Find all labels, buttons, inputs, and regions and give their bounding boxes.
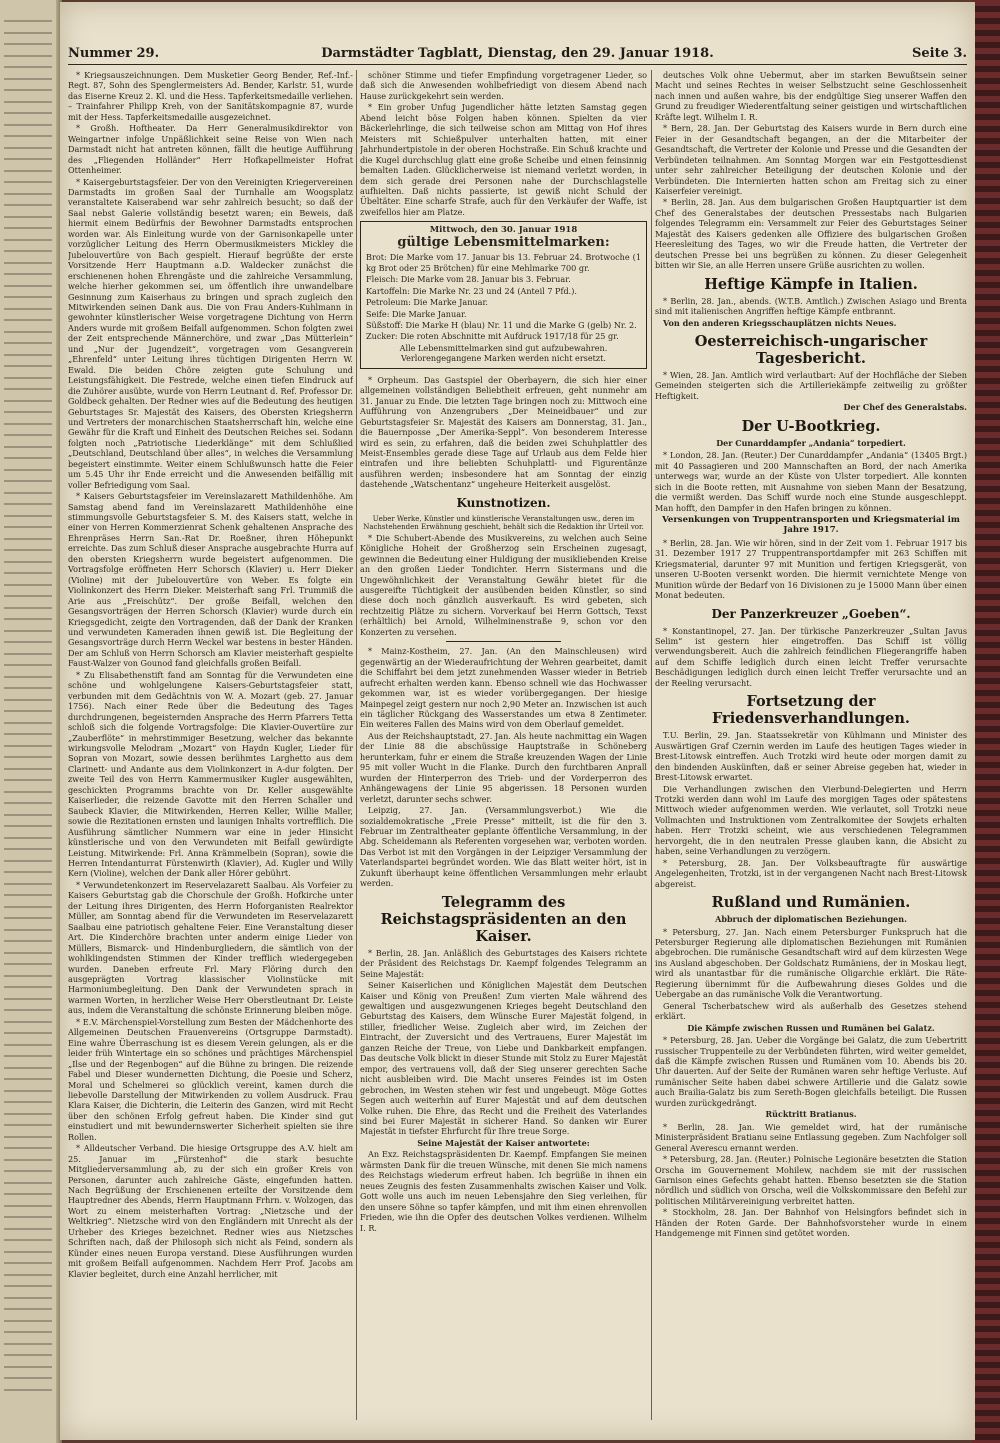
ghost-text-line (4, 66, 52, 68)
ghost-text-line (4, 124, 52, 126)
ghost-text-line (4, 400, 52, 402)
ghost-text-line (4, 526, 52, 528)
ghost-text-line (4, 1274, 52, 1276)
ghost-text-line (4, 653, 52, 655)
ghost-text-line (4, 1009, 52, 1011)
article-paragraph: * Kaisergeburtstagsfeier. Der von den Vereinigten Kriegervereinen Darmstadts im großen Saal der Turnhalle am Woogsplatz veranstaltete Kaiserabend war sehr zahlreich besucht; so daß der Saal nebst Galerie vollständig besetzt waren; ein Beweis, daß hiermit einem Bedürfnis der Bewohner Darmstadts entsprochen worden war. Als Einleitung wurde von der Garnisonkapelle unter vorzüglicher Leitung des Herrn Obermusikmeisters Mickley die Jubelouvertüre von Bach gespielt. Hierauf begrüßte der erste Vorsitzende Herr Hauptmann a.D. Waldecker zunächst die erschienenen hohen Ehrengäste und die zahlreiche Versammlung, welche hierher gekommen sei, um öffentlich ihre unwandelbare Gesinnung zum Kaiserhaus zu bringen und sprach zugleich den Mitwirkenden seinen Dank aus. Die von Frau Anders-Kuhlmann in gewohnter künstlerischer Weise vorgetragene Dichtung von Herrn Anders wurde mit großem Beifall aufgenommen. Schon folgten zwei der Zeit entsprechende Männerchöre, und zwar „Das Mütterlein“ und „Nur der Jugendzeit“, vorgetragen vom Gesangverein „Ehrenfeld“ unter Leitung ihres tüchtigen Dirigenten Herrn W. Ewald. Die beiden Chöre zeigten gute Schulung und Leistungsfähigkeit. Die Festrede, welche einen tiefen Eindruck auf die Zuhörer ausübte, wurde von Herrn Leutnant d. Ref. Professor Dr. Goldbeck gehalten. Der Redner wies auf die Bedeutung des heutigen Geburtstages Sr. Majestät des Kaisers, des Obersten Kriegsherrn und Vertreters der monarchischen Staatsherrschaft hin, welche eine Gewähr für die Kraft und Einheit des Deutschen Reiches sei. Sodann folgten noch „Patriotische Liederklänge“ mit dem Schlußlied „Deutschland, Deutschland über alles“, in welches die Versammlung begeistert einstimmte. Weiter einem Schlußwunsch hatte die Feier um 5.45 Uhr ihr Ende erreicht und die Anwesenden beifällig mit voller Befriedigung vom Saal. (68, 176, 353, 490)
ghost-text-line (4, 296, 52, 298)
ghost-text-line (4, 342, 52, 344)
ration-coupons-box (360, 221, 647, 368)
article-paragraph: * Berlin, 28. Jan. Anläßlich des Geburtstages des Kaisers richtete der Präsident des Reichstags Dr. Kaempf folgendes Telegramm an Seine Majestät: (360, 947, 647, 979)
ghost-text-line (4, 768, 52, 770)
article-paragraph: Die Verhandlungen zwischen den Vierbund-Delegierten und Herrn Trotzki werden dann wohl im Laufe des morgigen Tages oder spätestens Mittwoch wieder aufgenommen werden. Wie verlautet, soll Trotzki neue Vollmachten und Instruktionen vom Zentralkomitee der Sowjets erhalten haben. Herr Trotzki scheint, wie aus verschiedenen Telegrammen hervorgeht, die in den neutralen Presse glauben kann, die Absicht zu haben, seine Verhandlungen zu verzögern. (655, 783, 967, 857)
ghost-text-line (4, 722, 52, 724)
ghost-text-line (4, 1124, 52, 1126)
ghost-text-line (4, 1101, 52, 1103)
article-paragraph: * Berlin, 28. Jan. Wie wir hören, sind in der Zeit vom 1. Februar 1917 bis 31. Dezember 1917 27 Truppentransportdampfer mit 263 Schiffen mit Kriegsmaterial, darunter 97 mit Munition und fertigen Kriegsgerät, von unseren U-Booten versenkt worden. Die hiermit vernichtete Menge von Munition würde der Bedarf von 16 Divisionen zu je 15000 Mann über einen Monat bedeuten. (655, 537, 967, 601)
ghost-text-line (4, 285, 52, 287)
article-paragraph: * Berlin, 28. Jan. Aus dem bulgarischen Großen Hauptquartier ist dem Chef des Generalstabes der deutschen Pressestabs nach Bulgarien folgendes Telegramm ein: Versammelt zur Feier des Geburtstages Seiner Majestät des Kaisers gedenken alle Offiziere des bulgarischen Großen Heeresleitung des Tages, wo wir die Freude hatten, die Vertreter der deutschen Presse bei uns begrüßen zu können. Zu dieser Gelegenheit bitten wir Sie, an alle Herren unsere Grüße ausrichten zu wollen. (655, 197, 967, 271)
ghost-text-line (4, 883, 52, 885)
box-line: Kartoffeln: Die Marke Nr. 23 und 24 (Anteil 7 Pfd.). (366, 285, 577, 296)
ghost-text-line (4, 411, 52, 413)
ghost-text-line (4, 55, 52, 57)
ghost-text-line (4, 940, 52, 942)
ghost-text-line (4, 814, 52, 816)
ghost-text-line (4, 1239, 52, 1241)
ghost-text-line (4, 457, 52, 459)
article-paragraph: Von den anderen Kriegsschauplätzen nichts Neues. (663, 317, 897, 328)
ghost-text-line (4, 963, 52, 965)
ghost-text-line (4, 837, 52, 839)
ghost-text-line (4, 170, 52, 172)
ghost-text-line (4, 756, 52, 758)
ghost-text-line (4, 1308, 52, 1310)
article-paragraph: * Petersburg, 28. Jan. Ueber die Vorgänge bei Galatz, die zum Uebertritt russischer Truppenteile zu der Verbündeten führten, wird weiter gemeldet, daß die Kämpfe zwischen Russen und Rumänen vom 10. Abends bis 20. Uhr dauerten. Auf der Seite der Rumänen waren sehr heftige Verluste. Auf rumänischer Seite haben dabei schwere Artillerie und die Galatz sowie auch Brailia-Galatz bis zum Sereth-Bogen gleichfalls beteiligt. Die Russen wurden zurückgedrängt. (655, 1035, 967, 1108)
ghost-text-line (4, 952, 52, 954)
ghost-text-line (4, 607, 52, 609)
ghost-text-line (4, 929, 52, 931)
ghost-text-line (4, 1251, 52, 1253)
ghost-text-line (4, 434, 52, 436)
ghost-text-line (4, 584, 52, 586)
ghost-text-line (4, 1182, 52, 1184)
ghost-text-line (4, 1067, 52, 1069)
ghost-text-line (4, 193, 52, 195)
ghost-text-line (4, 354, 52, 356)
ghost-text-line (4, 1285, 52, 1287)
ghost-text-line (4, 1389, 52, 1391)
ghost-text-line (4, 250, 52, 252)
ghost-text-line (4, 687, 52, 689)
ghost-text-line (4, 1320, 52, 1322)
box-line: Fleisch: Die Marke vom 28. Januar bis 3. Februar. (366, 274, 571, 285)
ghost-text-line (4, 572, 52, 574)
article-paragraph: * Petersburg, 28. Jan. (Reuter.) Polnische Legionäre besetzten die Station Orscha im Gouvernement Mohilew, nachdem sie mit der russischen Garnison eines Gefechts gehabt hatten. Ebenso besetzten sie die Station nördlich und südlich von Orscha, weil die Volkskommissare den Befehl zur politischen Militärvereinigung verbreitet hatten. (655, 1154, 967, 1206)
ghost-text-line (4, 1262, 52, 1264)
ghost-text-line (4, 262, 52, 264)
article-paragraph: * E.V. Märchenspiel-Vorstellung zum Besten der Mädchenhorte des Allgemeinen Deutschen Frauenvereins (Ortsgruppe Darmstadt). Eine wahre Überraschung ist es diesem Verein gelungen, als er die leider früh Wintertage ein so schönes und prächtiges Märchenspiel „Ilse und der Regenbogen“ auf die Bühne zu bringen. Die reizende Fabel und Dieser wundernetten Dichtung, die Poesie und Scherz, Moral und Schelmerei so glücklich vereint, kamen durch die liebevolle Darstellung der Mitwirkenden zu vollem Ausdruck. Frau Klara Kaiser, die Dichterin, die Leiterin des Ganzen, wird mit Recht über den schönen Erfolg gefreut haben. Die Kinder sind gut einstudiert und mit bewundernswerter Sicherheit spielten sie ihre Rollen. (68, 1016, 353, 1142)
ghost-text-line (4, 78, 52, 80)
ghost-text-line (4, 423, 52, 425)
ghost-text-line (4, 147, 52, 149)
article-paragraph: * Orpheum. Das Gastspiel der Oberbayern, die sich hier einer allgemeinen vollständigen Beliebtheit erfreuen, geht nunmehr am 31. Januar zu Ende. Die letzten Tage bringen noch zu: Mittwoch eine Aufführung von Anzengrubers „Der Meineidbauer“ und zur Geburtstagsfeier Sr. Majestät des Kaisers am Donnerstag, 31. Jan., die Bauernposse „Der Amerika-Seppl“. Von besonderem Interesse wird es sein, zu erfahren, daß die beiden zwei Schuhplattler des Meist-Ensembles gerade diese Tage auf Urlaub aus dem Felde hier eintrafen und ihre beliebten Schuhplattl- und Figurentänze ausführen werden; insbesondere hat am Sonntag der einzig dastehende „Watschentanz“ ungeheure Heiterkeit ausgelöst. (360, 374, 647, 490)
section-heading-rumaenien: Rußland und Rumänien. (711, 894, 911, 912)
ghost-text-line (4, 860, 52, 862)
article-paragraph: * Stockholm, 28. Jan. Der Bahnhof von Helsingfors befindet sich in Händen der Roten Garde. Der Bahnhofsvorsteher wurde in einem Handgemenge mit Finnen sind getötet worden. (655, 1207, 967, 1239)
ghost-text-line (4, 791, 52, 793)
article-signature: Der Chef des Generalstabs. (843, 402, 967, 413)
column-1 (68, 70, 353, 1420)
ghost-text-line (4, 101, 52, 103)
ghost-text-line (4, 779, 52, 781)
newspaper-title-date: Darmstädter Tagblatt, Dienstag, den 29. Januar 1918. (321, 46, 714, 61)
page-number: Seite 3. (912, 46, 967, 61)
editorial-note: Ueber Werke, Künstler und künstlerische Veranstaltungen usw., deren im Nachstehenden Erwähnung geschieht, behält sich die Redaktion ihr Urteil vor. (363, 514, 644, 532)
ghost-text-line (4, 515, 52, 517)
ghost-text-line (4, 1090, 52, 1092)
section-heading-frieden: Fortsetzung der Friedensverhandlungen. (712, 693, 910, 728)
article-subhead: Seine Majestät der Kaiser antwortete: (417, 1137, 590, 1148)
ghost-text-line (4, 331, 52, 333)
ghost-text-line (4, 538, 52, 540)
ghost-text-line (4, 1032, 52, 1034)
box-line: Süßstoff: Die Marke H (blau) Nr. 11 und die Marke G (gelb) Nr. 2. (366, 319, 637, 330)
article-subheading: Die Kämpfe zwischen Russen und Rumänen bei Galatz. (687, 1022, 935, 1033)
box-title: gültige Lebensmittelmarken: (397, 234, 610, 250)
ghost-text-line (4, 618, 52, 620)
ghost-text-line (4, 1216, 52, 1218)
ghost-text-line (4, 89, 52, 91)
ghost-text-line (4, 595, 52, 597)
ghost-text-line (4, 1354, 52, 1356)
book-binding (972, 0, 1000, 1443)
article-paragraph: * Großh. Hoftheater. Da Herr Generalmusikdirektor von Weingartner infolge Unpäßlichkeit seine Reise von Wien nach Darmstadt nicht hat antreten können, fällt die heutige Aufführung des „Fliegenden Holländer“ Herr Hofkapellmeister Hofrat Ottenheimer. (68, 123, 353, 176)
ghost-text-line (4, 1021, 52, 1023)
ghost-text-line (4, 1136, 52, 1138)
ghost-text-line (4, 733, 52, 735)
article-paragraph: * Wien, 28. Jan. Amtlich wird verlautbart: Auf der Hochfläche der Sieben Gemeinden steigerten sich die Artilleriekämpfe zeitweilig zu größter Heftigkeit. (655, 369, 967, 401)
article-paragraph: * Verwundetenkonzert im Reservelazarett Saalbau. Als Vorfeier zu Kaisers Geburtstag gab die Chorschule der Großh. Hofkirche unter der Leitung ihres Dirigenten, des Herrn Hoforganisten Realrektor Müller, am Sonntag abend für die Verwundeten im Reservelazarett Saalbau eine patriotisch gehaltene Feier. Eine Veranstaltung dieser Art. Die Kinderchöre brachten unter anderm einige Lieder von Müllers, Bismarck- und Hindenburgliedern, die sämtlich von der wohlklingendsten Stimmen der Kinder trefflich wiedergegeben wurden. Daneben erfreute Frl. Mary Flöring durch den ausgeprägten Vortrag klassischer Violinstücke mit Harmoniumbegleitung. Den Dank der Verwundeten sprach in warmen Worten, in herzlicher Weise Herr Oberstleutnant Dr. Leiste aus, indem die Veranstaltung die schönste Erinnerung bleiben möge. (68, 879, 353, 1016)
ghost-text-line (4, 871, 52, 873)
ghost-text-line (4, 848, 52, 850)
ghost-text-line (4, 1078, 52, 1080)
article-subheading: Der Cunarddampfer „Andania“ torpediert. (716, 437, 906, 448)
ghost-text-line (4, 1044, 52, 1046)
box-footnote: Alle Lebensmittelmarken sind gut aufzubewahren. Verlorengegangene Marken werden nicht ersetzt. (399, 342, 608, 364)
article-paragraph: * Zu Elisabethenstift fand am Sonntag für die Verwundeten eine schöne und wohlgelungene Kaisers-Geburtstagsfeier statt, verbunden mit dem Gedächtnis von W. A. Mozart (geb. 27. Januar 1756). Nach einer Rede über die Bedeutung des Tages durchdrungenen, begeisternden Ansprache des Herrn Pfarrers Tetta schloß sich die folgende Vortragsfolge: Die Klavier-Ouvertüre zur „Zauberflöte“ in mehrstimmiger Besetzung, welcher das bekannte wirkungsvolle Melodram „Mozart“ von Haydn Kugler, Lieder für Sopran von Mozart, sowie dessen berühmtes Larghetto aus dem Clarinett- und Andante aus dem Violinkonzert in A-dur folgten. Der zweite Teil des von Herrn Kammermusiker Kugler ausgewählten, geschickten Programms brachte von Dr. Keller ausgewählte Kaiserlieder, die reizende Gavotte mit den Herren Schaller und Saubeck Klavier, die Mitwirkenden, Herren Keller, Willie Maller, sowie die Rezitationen ernsten und launigen Inhalts vortrefflich. Die Ausführung sämtlicher Nummern war eine in jeder Hinsicht künstlerische und von den Verwundeten mit Beifall gewürdigte Leistung. Mitwirkende: Frl. Anna Krämmelbein (Sopran), sowie die Herren Intendanturrat Fürstenwirth (Klavier), Ad. Kugler und Willy Kern (Violine), welchen der Dank aller Hörer gebührt. (68, 669, 353, 879)
ghost-text-line (4, 975, 52, 977)
article-paragraph: * Kriegsauszeichnungen. Dem Musketier Georg Bender, Ref.-Inf.-Regt. 87, Sohn des Spenglermeisters Ad. Bender, Karlstr. 51, wurde das Eiserne Kreuz 2. Kl. und die Hess. Tapferkeitsmedaille verliehen. – Trainfahrer Philipp Kreh, von der Sanitätskompagnie 87, wurde mit der Hess. Tapferkeitsmedaille ausgezeichnet. (68, 70, 353, 122)
ghost-text-line (4, 745, 52, 747)
article-subheading: Abbruch der diplomatischen Beziehungen. (715, 914, 907, 925)
box-line: Petroleum: Die Marke Januar. (366, 297, 488, 308)
divider (446, 641, 561, 642)
ghost-text-line (4, 906, 52, 908)
article-paragraph: T.U. Berlin, 29. Jan. Staatssekretär von Kühlmann und Minister des Auswärtigen Graf Czernin werden im Laufe des heutigen Tages wieder in Brest-Litowsk eintreffen. Auch Trotzki wird heute oder morgen damit zu den bindenden Auskünften, daß er seiner Abreise gegeben hat, wieder in Brest-Litowsk erwartet. (655, 730, 967, 783)
article-paragraph: * Konstantinopel, 27. Jan. Der türkische Panzerkreuzer „Sultan Javus Selim“ ist gestern hier eingetroffen. Das Schiff ist völlig verwendungsbereit. Auch die zahlreich feindlichen Fliegerangriffe haben auf dem Schiffe lediglich durch einen leicht Treffer verursachte Beschädigungen lediglich durch einen leicht Treffer verursachte und an der Reeling verursacht. (655, 625, 967, 688)
box-line: Seife: Die Marke Januar. (366, 308, 467, 319)
ghost-text-line (4, 1331, 52, 1333)
article-paragraph: * Kaisers Geburtstagsfeier im Vereinslazarett Mathildenhöhe. Am Samstag abend fand im Vereinslazarett Mathildenhöhe eine stimmungsvolle Geburtstagsfeier S. M. des Kaisers statt, welche in einer von Herren Kommerzienrat Schenk gehaltenen Ansprache des Ehrenpräses Herrn San.-Rat Dr. Roeßner, ihren Höhepunkt erreichte. Das zum Schluß dieser Ansprache ausgebrachte Hurra auf den obersten Kriegsherrn wurde begeistert aufgenommen. Die Vortragsfolge eröffneten Herr Schorsch (Klavier) u. Herr Dieker (Violine) mit der Jubelouvertüre von Weber. Es folgte ein Violinkonzert des Herrn Dieker. Meisterhaft sang Frl. Trummiß die Arie aus „Freischütz“. Der große Beifall, welchen den Gesangsvorträgen der Herren Schorsch (Klavier) wurde durch ein Kriegsgedicht, zeigte den Vortragenden, daß der Dank der Kranken und verwundeten Kameraden ihnen gewiß ist. Die Begleitung der Gesangsvorträge durch Herrn Weckel war bestens in bester Händen. Der am Schluß von Herrn Schorsch am Klavier meisterhaft gespielte Faust-Walzer von Gounod fand gleichfalls großen Beifall. (68, 491, 353, 669)
ghost-text-line (4, 1343, 52, 1345)
article-paragraph: * Mainz-Kostheim, 27. Jan. (An den Mainschleusen) wird gegenwärtig an der Wiederaufrichtung der Wehren gearbeitet, damit die Schiffahrt bei dem jetzt zunehmenden Wasser wieder in Betrieb aufrecht erhalten werden kann. Ebenso schnell wie das Hochwasser gekommen war, ist es wieder vorübergegangen. Der hiesige Mainpegel zeigt gestern nur noch 2,90 Meter an. Inzwischen ist auch ein täglicher Rückgang des Wasserstandes um etwa 8 Zentimeter. Ein weiteres Fallen des Mains wird von dem Oberlauf gemeldet. (360, 646, 647, 730)
page-number-label: Nummer 29. (68, 46, 160, 61)
ghost-text-line (4, 1159, 52, 1161)
ghost-text-line (4, 20, 52, 22)
article-paragraph: * Berlin, 28. Jan., abends. (W.T.B. Amtlich.) Zwischen Asiago und Brenta sind mit italienischen Angriffen heftige Kämpfe entbrannt. (655, 295, 967, 317)
ghost-text-line (4, 549, 52, 551)
article-paragraph: Leipzig, 27. Jan. (Versammlungsverbot.) Wie die sozialdemokratische „Freie Presse“ mitteilt, ist die für den 3. Februar im Zentraltheater geplante öffentliche Versammlung, in der Abg. Scheidemann als Referenten vorgesehen war, verboten worden. Das Verbot ist mit den Vorgängen in der Leipziger Versammlung der Vaterlandspartei begründet worden. Wie das Blatt weiter hört, ist in Zukunft überhaupt keine öffentlichen Versammlungen mehr erlaubt werden. (360, 805, 647, 889)
ghost-text-line (4, 319, 52, 321)
ghost-text-line (4, 1055, 52, 1057)
section-heading-kunstnotizen: Kunstnotizen. (456, 495, 551, 510)
column-2 (360, 70, 647, 1420)
ghost-text-line (4, 998, 52, 1000)
ghost-text-line (4, 641, 52, 643)
ghost-text-line (4, 710, 52, 712)
ghost-text-line (4, 181, 52, 183)
ghost-text-line (4, 377, 52, 379)
ghost-text-line (4, 894, 52, 896)
article-paragraph: schöner Stimme und tiefer Empfindung vorgetragener Lieder, so daß sich die Anwesenden wohlbefriedigt von diesem Abend nach Hause zurückgekehrt sein werden. (360, 70, 647, 101)
ghost-text-line (4, 630, 52, 632)
article-paragraph: * Die Schubert-Abende des Musikvereins, zu welchen auch Seine Königliche Hoheit der Großherzog sein Erscheinen zugesagt, gewinnen die Bedeutung einer Huldigung der musikliebenden Kreise an den großen Lieder Tondichter. Herrn Sistermans und die Ungewöhnlichkeit der Veranstaltung Gewähr bietet für die ausgereifte Tüchtigkeit der ausübenden beiden Künstler, so sind diese doch noch gänzlich ausverkauft. Es wird gebeten, sich rechtzeitig Plätze zu sichern. Vorverkauf bei Herrn Gottsch, Texst (erhältlich) bei Arnold, Wilhelminenstraße 9, schon vor den Konzerten zu versehen. (360, 532, 647, 637)
ghost-text-line (4, 1170, 52, 1172)
section-heading-italien: Heftige Kämpfe in Italien. (704, 275, 918, 293)
section-heading-telegramm: Telegramm des Reichstagspräsidenten an den Kaiser. (380, 893, 627, 945)
article-paragraph: * Petersburg, 28. Jan. Der Volksbeauftragte für auswärtige Angelegenheiten, Trotzki, ist in der vergangenen Nacht nach Brest-Litowsk abgereist. (655, 857, 967, 889)
article-paragraph: * Alldeutscher Verband. Die hiesige Ortsgruppe des A.V. hielt am 25. Januar im „Fürstenhof“ die stark besuchte Mitgliederversammlung ab, zu der sich ein großer Kreis von Personen, darunter auch zahlreiche Gäste, eingefunden hatten. Nach Begrüßung der Erschienenen erteilte der Vorsitzende dem Hauptredner des Abends, Herrn Hauptmann Frhrn. v. Wolzogen, das Wort zu einem meisterhaften Vortrag: „Nietzsche und der Weltkrieg“. Nietzsche wird von den Engländern mit Unrecht als der Urheber des Krieges bezeichnet. Redner wies aus Nietzsches Schriften nach, daß der Philosoph sich nicht als Feind, sondern als Künder eines neuen Europa verstand. Diese Ausführungen wurden mit großem Beifall aufgenommen. Nachdem Herr Prof. Jacobs am Klavier begleitet, durch eine Anzahl herrlicher, mit (68, 1143, 353, 1279)
adjacent-page-edge (0, 0, 62, 1443)
ghost-text-line (4, 664, 52, 666)
ghost-text-line (4, 480, 52, 482)
ghost-text-line (4, 1377, 52, 1379)
box-line: Brot: Die Marke vom 17. Januar bis 13. Februar 24. Brotwoche (1 kg Brot oder 25 Brötchen) für eine Mehlmarke 700 gr. (366, 252, 641, 273)
ghost-text-line (4, 239, 52, 241)
ghost-text-line (4, 1113, 52, 1115)
ghost-text-line (4, 492, 52, 494)
ghost-text-line (4, 986, 52, 988)
article-subheading: Versenkungen von Truppentransporten und Kriegsmaterial im Jahre 1917. (662, 514, 960, 536)
column-3 (655, 70, 967, 1420)
ghost-text-line (4, 446, 52, 448)
ghost-text-line (4, 32, 52, 34)
article-paragraph: * Bern, 28. Jan. Der Geburtstag des Kaisers wurde in Bern durch eine Feier in der Gesandtschaft begangen, an der die Mitarbeiter der Gesandtschaft, die Vertreter der Kolonie und Presse und die Gesandten der Verbündeten teilnahmen. Am Sonntag Morgen war ein Festgottesdienst unter sehr zahlreicher Beteiligung der deutschen Kolonie und der Verbündeten. Die Internierten hatten schon am Freitag sich zu einer Kaiserfeier vereinigt. (655, 123, 967, 196)
column-rule (651, 70, 652, 1420)
ghost-text-line (4, 1228, 52, 1230)
ghost-text-line (4, 216, 52, 218)
ghost-text-line (4, 802, 52, 804)
section-heading-oesterreich: Oesterreichisch-ungarischer Tagesbericht. (694, 332, 928, 367)
masthead (68, 44, 967, 65)
ghost-text-line (4, 469, 52, 471)
ghost-text-line (4, 825, 52, 827)
ghost-text-line (4, 273, 52, 275)
article-paragraph: Aus der Reichshauptstadt, 27. Jan. Als heute nachmittag ein Wagen der Linie 88 die abschüssige Hauptstraße in Schöneberg herunterkam, fuhr er einem die Straße kreuzenden Wagen der Linie 95 mit voller Wucht in die Flanke. Durch den furchtbaren Anprall wurden der Hinterperron des Trieb- und der Vorderperron des Anhängewagens der Linie 95 abgerissen. 18 Personen wurden verletzt, darunter sechs schwer. (360, 730, 647, 804)
ghost-text-line (4, 204, 52, 206)
ghost-text-line (4, 365, 52, 367)
column-rule (356, 70, 357, 1420)
article-paragraph: * London, 28. Jan. (Reuter.) Der Cunarddampfer „Andania“ (13405 Brgt.) mit 40 Passagieren und 200 Mannschaften an Bord, der nach Amerika unterwegs war, wurde an der Küste von Ulster torpediert. Alle konnten sich in die Boote retten, mit Ausnahme von sieben Mann der Besatzung, die vermißt werden. Das Schiff wurde noch eine Stunde ausgeschleppt. Man hofft, den Dampfer in den Hafen bringen zu können. (655, 450, 967, 513)
article-paragraph: An Exz. Reichstagspräsidenten Dr. Kaempf. Empfangen Sie meinen wärmsten Dank für die treuen Wünsche, mit denen Sie mich namens des Reichstags wiederum erfreut haben. Ich begrüße in ihnen ein neues Zeugnis des festen Zusammenhalts zwischen Kaiser und Volk. Gott wolle uns auch im neuen Lebensjahre den Sieg verleihen, für den unsere Söhne so tapfer kämpfen, und mit ihm einen ehrenvollen Frieden, wie ihn die Opfer des deutschen Volkes verdienen. Wilhelm I. R. (360, 1149, 647, 1233)
ghost-text-line (4, 227, 52, 229)
ghost-text-line (4, 1297, 52, 1299)
ghost-text-line (4, 112, 52, 114)
ghost-text-line (4, 1147, 52, 1149)
ghost-text-line (4, 917, 52, 919)
ghost-text-line (4, 1193, 52, 1195)
article-paragraph: Seiner Kaiserlichen und Königlichen Majestät dem Deutschen Kaiser und König von Preußen! Zum vierten Male während des gewaltigen und ausgezwungenen Krieges begeht Deutschland den Geburtstag des Kaisers, dem Wünsche Eurer Majestät folgend, in stiller, friedlicher Weise. Zugleich aber wird, im Zeichen der Eintracht, der Zuversicht und des Vertrauens, Eurer Majestät im ganzen Reiche der Treue, von Liebe und Dankbarkeit empfangen. Das deutsche Volk blickt in dieser Stunde mit Stolz zu Eurer Majestät empor, des vertrauens voll, daß der Sieg unserer gerechten Sache nicht ausbleiben wird. Die Macht unseres Feindes ist im Osten gebrochen, im Westen stehen wir fest und ungebeugt. Möge Gottes Segen auch weiterhin auf Eurer Majestät und auf dem deutschen Volke ruhen. Die Ehre, das Recht und die Freiheit des Vaterlandes sind bei Eurer Majestät in sicherer Hand. So danken wir Eurer Majestät in tiefster Ehrfurcht für Ihre treue Sorge. (360, 980, 647, 1137)
box-date: Mittwoch, den 30. Januar 1918 (429, 225, 578, 236)
ghost-text-line (4, 1205, 52, 1207)
section-heading-ubootkrieg: Der U-Bootkrieg. (741, 417, 881, 435)
article-paragraph: General Tscherbatschew wird als außerhalb des Gesetzes stehend erklärt. (655, 1000, 967, 1022)
article-subheading: Rücktritt Bratianus. (765, 1109, 857, 1120)
ghost-text-line (4, 308, 52, 310)
ghost-text-line (4, 503, 52, 505)
box-line: Zucker: Die roten Abschnitte mit Aufdruck 1917/18 für 25 gr. (366, 331, 619, 342)
article-paragraph: deutsches Volk ohne Uebermut, aber im starken Bewußtsein seiner Macht und seines Rechtes in weiser Selbstzucht seine Geschlossenheit nach innen und außen wahre, bis der endgültige Sieg unserer Waffen den Grund zu freudiger Wiederentfaltung seiner geistigen und wirtschaftlichen Kräfte legt. Wilhelm I. R. (655, 70, 967, 122)
ghost-text-line (4, 561, 52, 563)
ghost-text-line (4, 43, 52, 45)
article-paragraph: * Ein grober Unfug Jugendlicher hätte letzten Samstag gegen Abend leicht böse Folgen haben können. Spielten da vier Bäckerlehrlinge, die sich teilweise schon am Mittag von Hof ihres Meisters mit Schießpulver unterhalten hatten, mit einer Jahrhundertpistole in der oberen Hochstraße. Ein Schuß krachte und die Kugel durchschlug glatt eine große Scheibe und einen feinsinnig bemalten Laden. Glücklicherweise ist niemand verletzt worden, in dem sich gerade drei Personen nahe der Durchschlagstelle aufhielten. Daß nichts passierte, ist gewiß nicht Schuld der Übeltäter. Eine scharfe Strafe, auch für den Verkäufer der Waffe, ist zweifellos hier am Platze. (360, 102, 647, 217)
article-paragraph: * Petersburg, 27. Jan. Nach einem Petersburger Funkspruch hat die Petersburger Regierung alle diplomatischen Beziehungen mit Rumänien abgebrochen. Die rumänische Gesandtschaft wird auf dem kürzesten Wege ins Ausland abgeschoben. Der Goldschatz Rumäniens, der in Moskau liegt, wird als unantastbar für die rumänische Oligarchie erklärt. Die Räte-Regierung übernimmt für die Aufbewahrung dieses Goldes und die Uebergabe an das rumänische Volk die Verantwortung. (655, 926, 967, 1000)
article-paragraph: * Berlin, 28. Jan. Wie gemeldet wird, hat der rumänische Ministerpräsident Bratianu seine Entlassung gegeben. Zum Nachfolger soll General Averescu ernannt werden. (655, 1121, 967, 1153)
ghost-text-line (4, 676, 52, 678)
ghost-text-line (4, 135, 52, 137)
ghost-text-line (4, 1366, 52, 1368)
ghost-text-line (4, 158, 52, 160)
section-heading-goeben: Der Panzerkreuzer „Goeben“. (711, 606, 911, 621)
newspaper-page (60, 2, 975, 1440)
ghost-text-line (4, 388, 52, 390)
ghost-text-line (4, 699, 52, 701)
